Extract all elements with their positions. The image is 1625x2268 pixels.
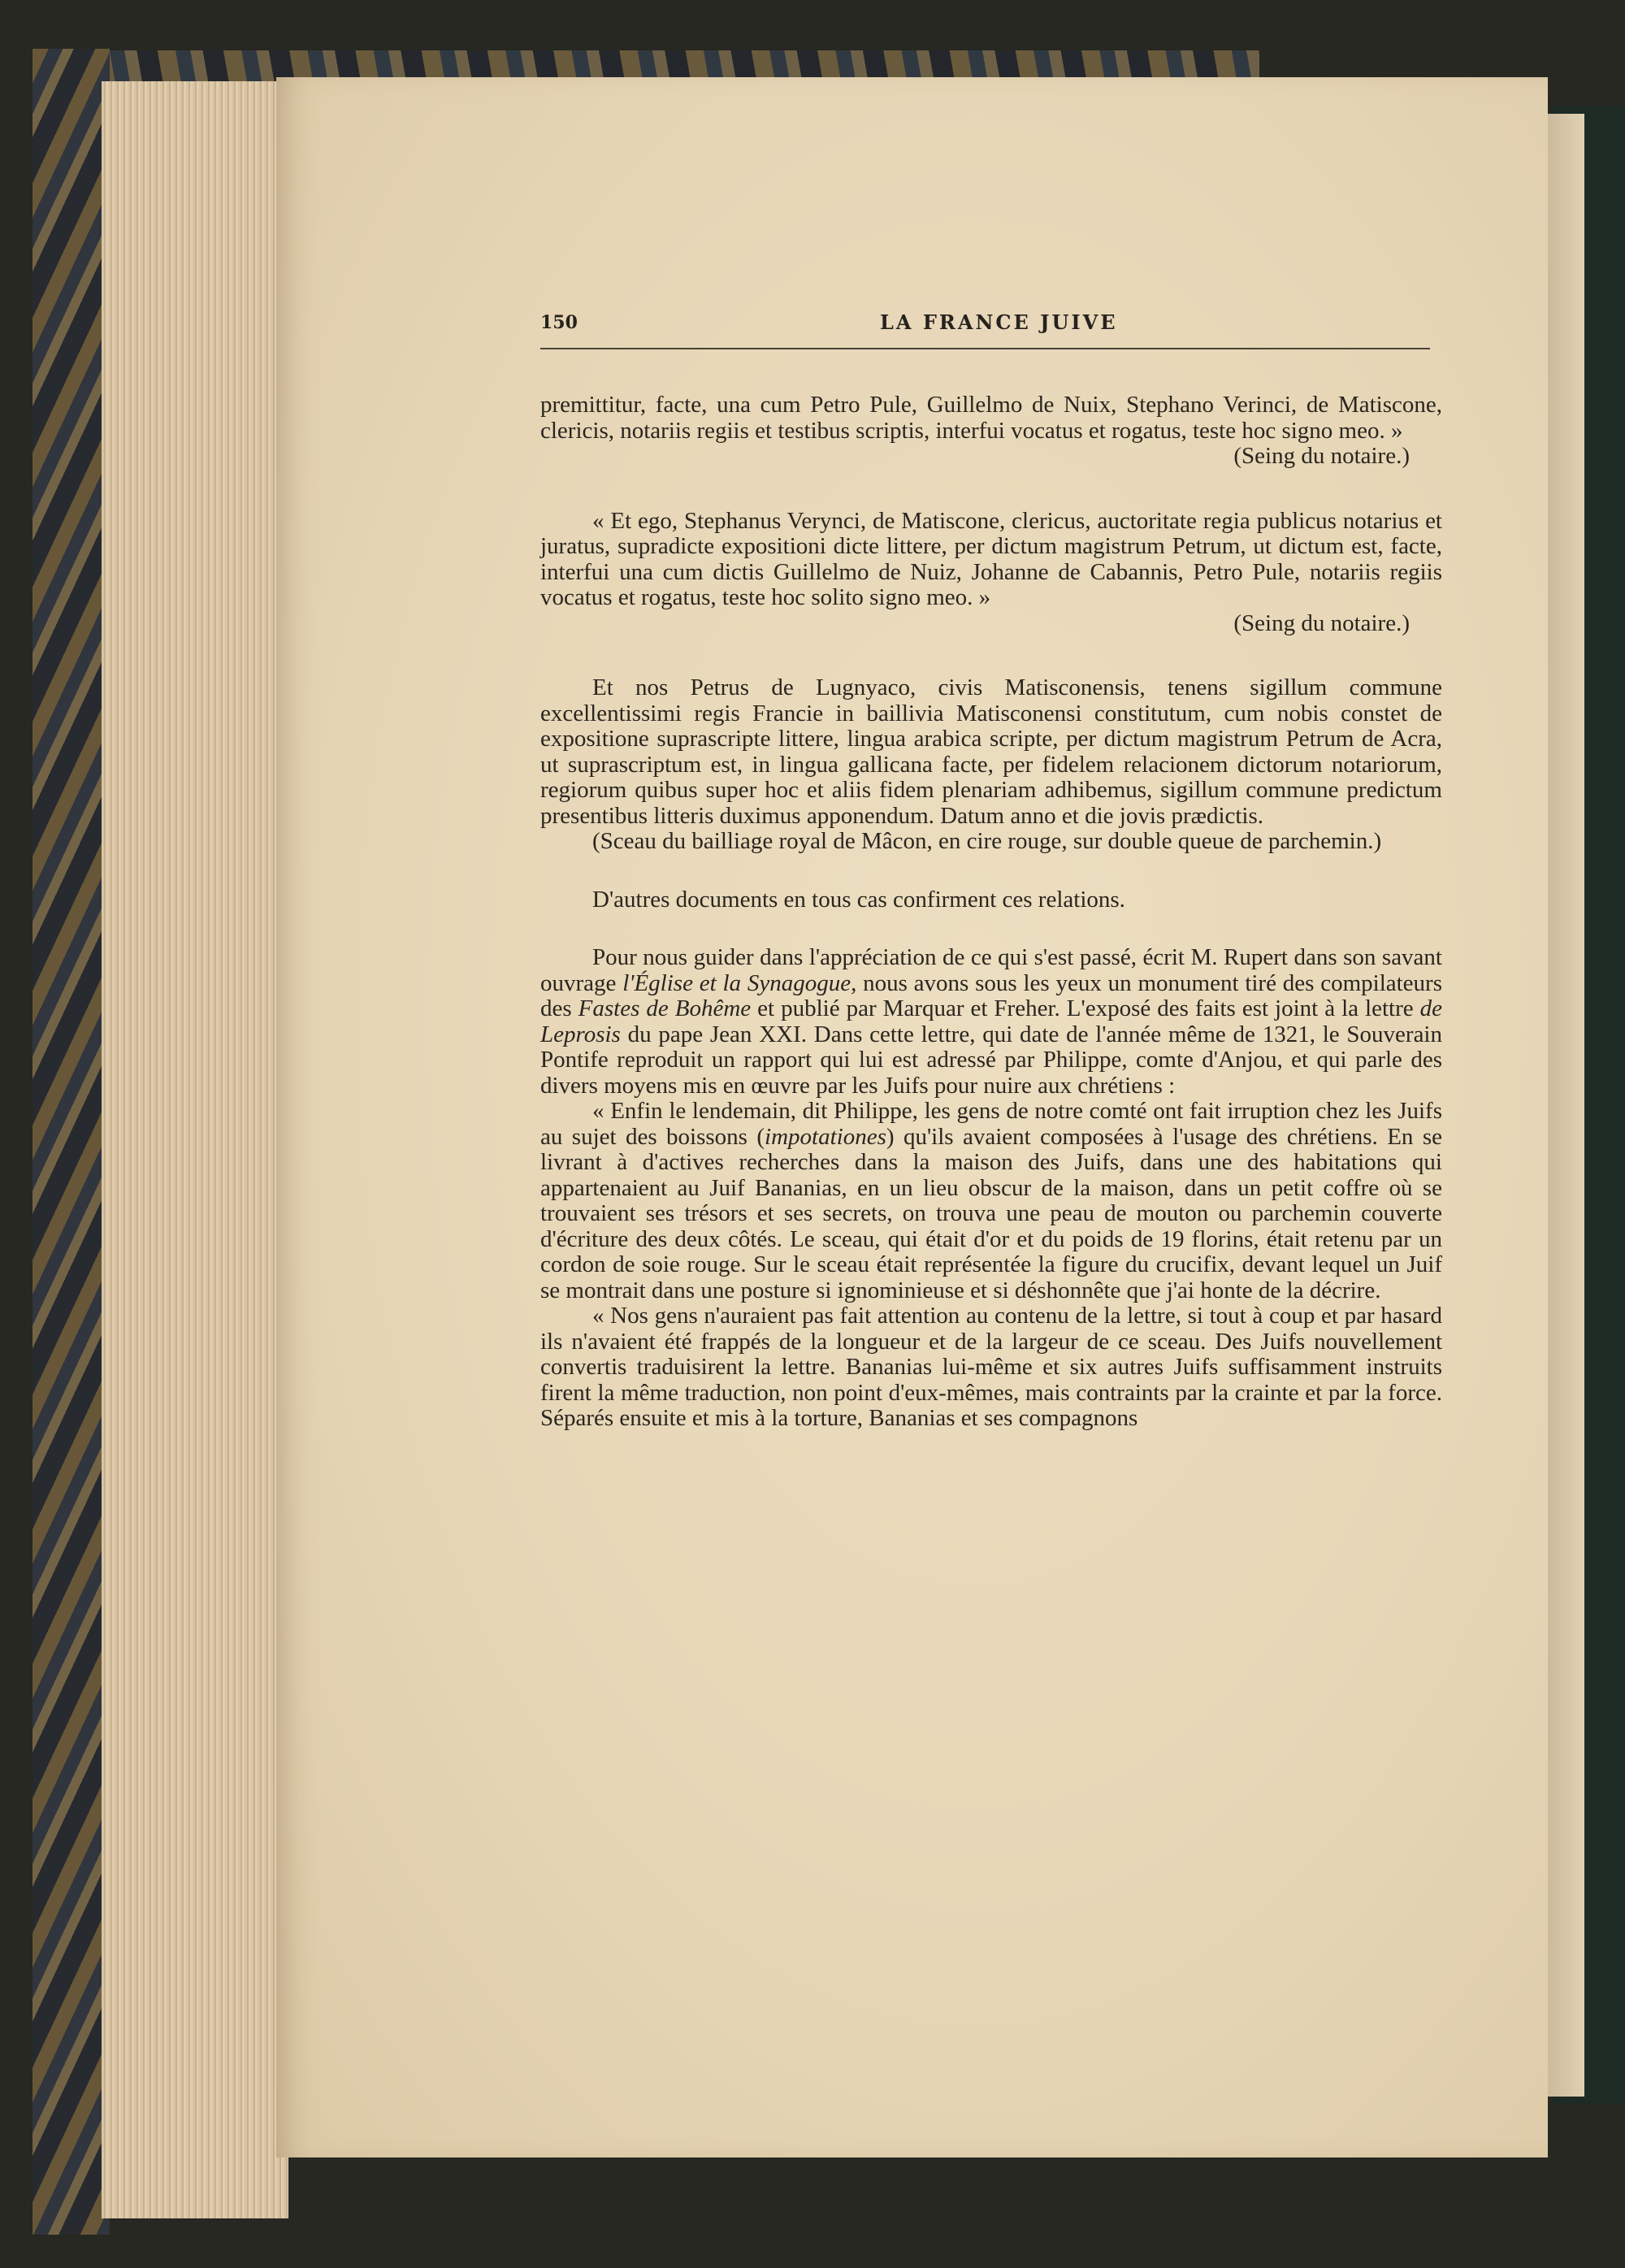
text-run: , nous avons sous les yeux un monument tiré des compilateurs des bbox=[540, 969, 1442, 1021]
paragraph-latin-2: « Et ego, Stephanus Verynci, de Matiscone, clericus, auctoritate regia publicus notarius et juratus, supradicte expositioni dicte littere, per dictum magistrum Petrum, ut dictum est, facte, interfui una cum dictis Guillelmo de Nuiz, Johanne de Cabannis, Petro Pule, notariis regiis vocatus et rogatus, teste hoc solito signo meo. » bbox=[540, 507, 1442, 610]
page-header bbox=[540, 309, 1430, 349]
paragraph-transition: D'autres documents en tous cas confirment ces relations. bbox=[592, 886, 1125, 913]
page-stack-edge bbox=[102, 81, 288, 2218]
marbled-cover-board bbox=[32, 49, 110, 2235]
body-text bbox=[540, 392, 1442, 1432]
page-number: 150 bbox=[540, 312, 578, 333]
text-run: « Enfin le lendemain, dit Philippe, les gens de notre comté ont fait irruption chez les Juifs au sujet des boissons ( bbox=[540, 1098, 1442, 1150]
header-rule bbox=[540, 348, 1430, 349]
text-run: du pape Jean XXI. Dans cette lettre, qui date de l'année même de 1321, le Souverain Pontife reproduit un rapport qui lui est adressé par Philippe, comte d'Anjou, et qui parle des divers moyens mis en œuvre par les Juifs pour nuire aux chrétiens : bbox=[540, 1021, 1442, 1099]
seal-description: (Sceau du bailliage royal de Mâcon, en cire rouge, sur double queue de parchemin.) bbox=[592, 828, 1382, 854]
text-run: Pour nous guider dans l'appréciation de ce qui s'est passé, écrit M. Rupert dans son savant ouvrage bbox=[540, 944, 1442, 996]
paragraph-latin-1: premittitur, facte, una cum Petro Pule, Guillelmo de Nuix, Stephano Verinci, de Matiscone, clericis, notariis regiis et testibus scriptis, interfui vocatus et rogatus, teste hoc signo meo. » bbox=[540, 392, 1442, 444]
text-run: ) qu'ils avaient composées à l'usage des chrétiens. En se livrant à d'actives recherches dans la maison des Juifs, dans une des habitations qui appartenaient au Juif Bananias, en un lieu obscur de la maison, dans un petit coffre où se trouvaient ses trésors et ses secrets, on trouva une peau de mouton ou parchemin couverte d'écriture des deux côtés. Le sceau, qui était d'or et du poids de 19 florins, était retenu par un cordon de soie rouge. Sur le sceau était représentée la figure du crucifix, devant lequel un Juif se montrait dans une posture si ignominieuse et si déshonnête que j'ai honte de la décrire. bbox=[540, 1123, 1442, 1303]
paragraph-latin-3: Et nos Petrus de Lugnyaco, civis Matisconensis, tenens sigillum commune excellentissimi regis Francie in baillivia Matisconensi constitutum, cum nobis constet de expositione suprascripte littere, lingua arabica scripte, per dictum magistrum Petrum de Acra, ut suprascriptum est, in lingua gallicana facte, per fidelem relacionem dictorum notariorum, regiorum quibus super hoc et aliis fidem plenariam adhibemus, sigillum commune predictum presentibus litteris duximus apponendum. Datum anno et die jovis prædictis. bbox=[540, 674, 1442, 829]
paragraph-philippe bbox=[540, 1099, 1442, 1303]
letter-title-leprosis: de Leprosis bbox=[540, 995, 1442, 1047]
paragraph-rupert bbox=[540, 945, 1442, 1099]
notary-seal-note-1: (Seing du notaire.) bbox=[1233, 443, 1410, 469]
facing-page-edge bbox=[1544, 114, 1584, 2097]
text-run: et publié par Marquar et Freher. L'exposé des faits est joint à la lettre bbox=[751, 995, 1420, 1021]
term-impotationes: impotationes bbox=[765, 1123, 886, 1150]
running-title: LA FRANCE JUIVE bbox=[880, 310, 1118, 334]
notary-seal-note-2: (Seing du notaire.) bbox=[1233, 609, 1410, 636]
paragraph-sceau: « Nos gens n'auraient pas fait attention au contenu de la lettre, si tout à coup et par hasard ils n'avaient été frappés de la longueur et de la largeur de ce sceau. Des Juifs nouvellement convertis traduisirent la lettre. Bananias lui-même et six autres Juifs suffisamment instruits firent la même traduction, non point d'eux-mêmes, mais contraints par la crainte et par la force. Séparés ensuite et mis à la torture, Bananias et ses compagnons bbox=[540, 1303, 1442, 1431]
book-title-fastes: Fastes de Bohême bbox=[578, 995, 752, 1021]
book-title-eglise: l'Église et la Synagogue bbox=[622, 969, 852, 996]
